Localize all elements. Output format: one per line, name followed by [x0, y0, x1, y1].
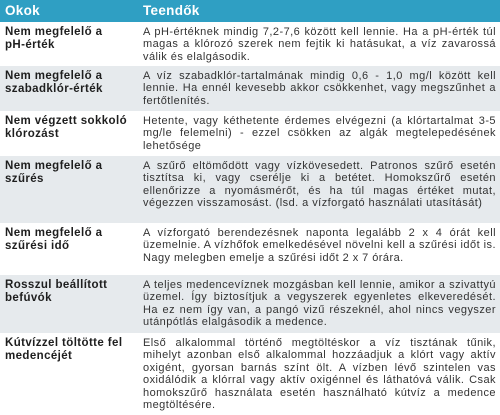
table-row	[0, 111, 500, 156]
table-row	[0, 223, 500, 275]
action-cell: A teljes medencevíznek mozgásban kell lennie, amikor a szivattyú üzemel. Így biztosítjuk a vegyszerek egyenletes elkeveredését. Ha ez nem így van, a pangó vizű részeknél, ahol nincs vegyszer utánpótlás elalgásodik a medence.	[143, 279, 496, 329]
cause-cell: Nem megfelelő a szűrési idő	[5, 227, 103, 252]
cause-cell: Nem megfelelő a pH-érték	[5, 26, 103, 51]
table-row	[0, 156, 500, 223]
table-row	[0, 333, 500, 415]
table-row	[0, 22, 500, 66]
table-header	[0, 0, 500, 22]
action-cell: A pH-értéknek mindig 7,2-7,6 között kell lennie. Ha a pH-érték túl magas a klórozó szerek nem fejtik ki hatásukat, a víz zavarossá válik és elalgásodik.	[143, 26, 496, 63]
header-actions: Teendők	[143, 3, 200, 18]
table-row	[0, 66, 500, 111]
action-cell: Hetente, vagy kéthetente érdemes elvégezni (a klórtartalmat 3-5 mg/le felemelni) - ezzel csökken az algák megtelepedésének lehetősége	[143, 115, 496, 152]
action-cell: Első alkalommal történő megtöltéskor a víz tisztának tűnik, mihelyt azonban első alkalommal hozzáadjuk a klórt vagy aktív oxigént, gyorsan barnás színt ölt. A vízben lévő szintelen vas oxidálódik a klórral vagy aktív oxigénnel és láthatóvá válik. Csak homokszűrő használata esetén használható kútvíz a medence megtöltésére.	[143, 337, 496, 412]
cause-cell: Nem megfelelő a szabadklór-érték	[5, 70, 103, 95]
cause-cell: Nem megfelelő a szűrés	[5, 160, 103, 185]
cause-cell: Kútvízzel töltötte fel medencéjét	[5, 337, 123, 362]
cause-cell: Rosszul beállított befúvók	[5, 279, 108, 304]
action-cell: A víz szabadklór-tartalmának mindig 0,6 - 1,0 mg/l között kell lennie. Ha ennél kevesebb akkor csökkenhet, vagy megszűnhet a fertőtlenítés.	[143, 70, 496, 107]
cause-cell: Nem végzett sokkoló klórozást	[5, 115, 127, 140]
header-causes: Okok	[5, 3, 40, 18]
action-cell: A vízforgató berendezésnek naponta legalább 2 x 4 órát kell üzemelnie. A vízhőfok emelkedésével növelni kell a szűrési időt is. Nagy melegben emelje a szűrési időt 2 x 7 órára.	[143, 227, 496, 264]
table-row	[0, 275, 500, 333]
action-cell: A szűrő eltömődött vagy vízkövesedett. Patronos szűrő esetén tisztítsa ki, vagy cserélje ki a betétet. Homokszűrő esetén ellenőrizze a nyomásmérőt, és ha túl magas értéket mutat, végezzen visszamosást. (lsd. a vízforgató használati utasítását)	[143, 160, 496, 210]
